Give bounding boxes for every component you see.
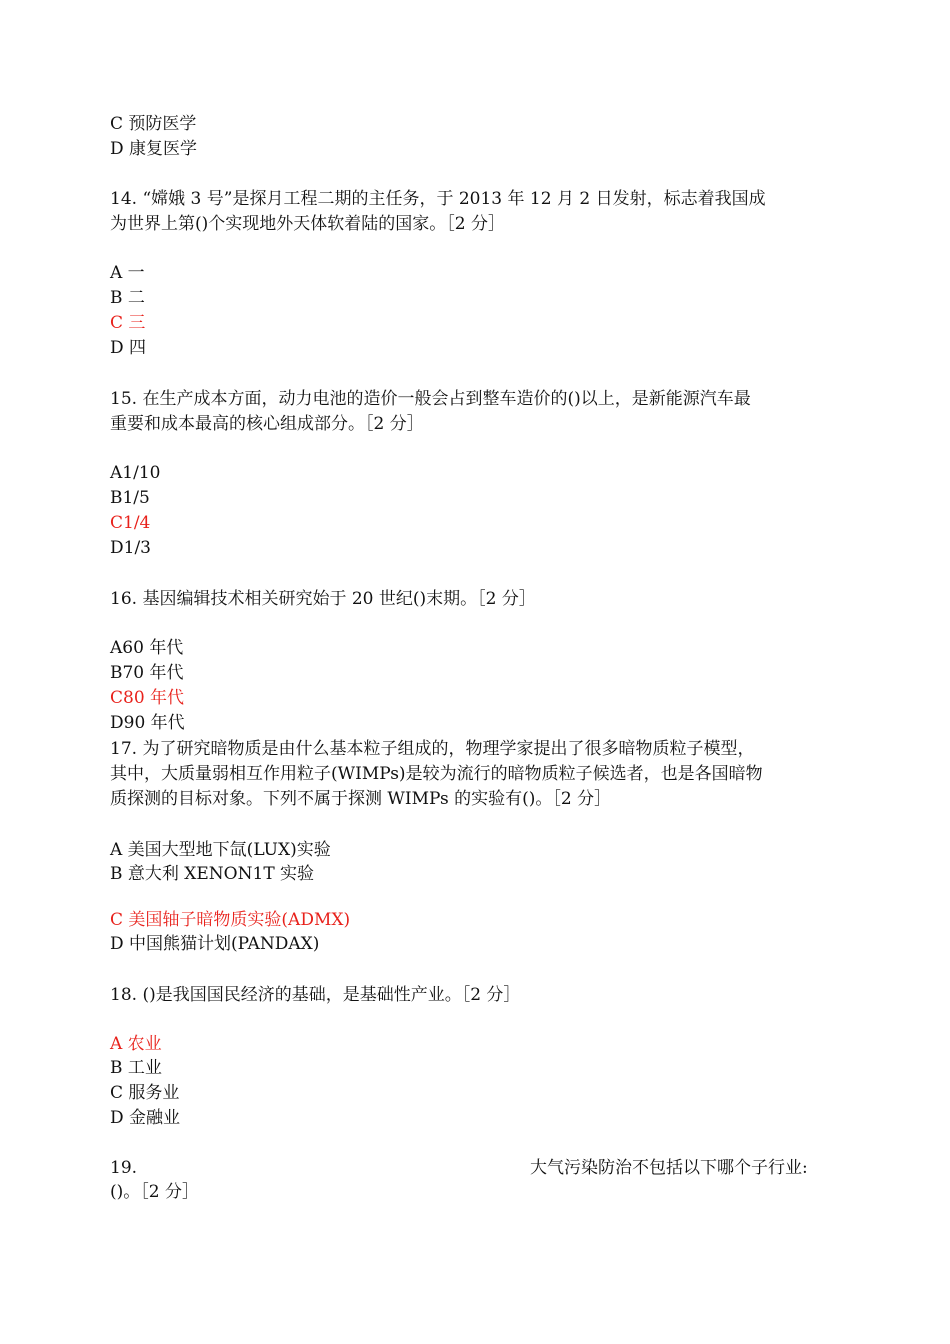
q14-option-b: B 二 <box>110 288 145 308</box>
q17-option-b: B 意大利 XENON1T 实验 <box>110 864 315 884</box>
question-18-text: 18. ()是我国国民经济的基础，是基础性产业。［2 分］ <box>110 985 521 1005</box>
question-16-text: 16. 基因编辑技术相关研究始于 20 世纪()末期。［2 分］ <box>110 589 536 609</box>
q16-option-b: B70 年代 <box>110 663 184 683</box>
q14-option-d: D 四 <box>110 338 147 358</box>
question-19-text-cont: ()。［2 分］ <box>110 1182 199 1202</box>
q15-option-b: B1/5 <box>110 488 150 508</box>
q18-option-c: C 服务业 <box>110 1083 180 1103</box>
question-17-text: 17. 为了研究暗物质是由什么基本粒子组成的，物理学家提出了很多暗物质粒子模型， <box>110 739 755 759</box>
q16-option-d: D90 年代 <box>110 713 185 733</box>
question-17-text-cont: 其中，大质量弱相互作用粒子(WIMPs)是较为流行的暗物质粒子候选者，也是各国暗物 <box>110 764 763 784</box>
question-14-text-cont: 为世界上第()个实现地外天体软着陆的国家。［2 分］ <box>110 214 505 234</box>
option-c: C 预防医学 <box>110 114 197 134</box>
q16-option-c-correct: C80 年代 <box>110 688 185 708</box>
question-19-number: 19. <box>110 1158 138 1178</box>
q18-option-d: D 金融业 <box>110 1108 181 1128</box>
option-d: D 康复医学 <box>110 139 198 159</box>
q16-option-a: A60 年代 <box>110 638 184 658</box>
question-15-text: 15. 在生产成本方面，动力电池的造价一般会占到整车造价的()以上，是新能源汽车最 <box>110 389 751 409</box>
q15-option-d: D1/3 <box>110 538 151 558</box>
question-19-text: 大气污染防治不包括以下哪个子行业: <box>530 1158 808 1178</box>
q17-option-c-correct: C 美国轴子暗物质实验(ADMX) <box>110 910 351 930</box>
q15-option-a: A1/10 <box>110 463 161 483</box>
question-15-text-cont: 重要和成本最高的核心组成部分。［2 分］ <box>110 414 424 434</box>
q17-option-d: D 中国熊猫计划(PANDAX) <box>110 934 320 954</box>
q14-option-c-correct: C 三 <box>110 313 146 333</box>
q14-option-a: A 一 <box>110 263 145 283</box>
q18-option-b: B 工业 <box>110 1058 162 1078</box>
q15-option-c-correct: C1/4 <box>110 513 151 533</box>
question-17-text-cont2: 质探测的目标对象。下列不属于探测 WIMPs 的实验有()。［2 分］ <box>110 789 612 809</box>
q17-option-a: A 美国大型地下氙(LUX)实验 <box>110 840 331 860</box>
q18-option-a-correct: A 农业 <box>110 1034 162 1054</box>
question-14-text: 14. “嫦娥 3 号”是探月工程二期的主任务，于 2013 年 12 月 2 日发射，标志着我国成 <box>110 189 766 209</box>
